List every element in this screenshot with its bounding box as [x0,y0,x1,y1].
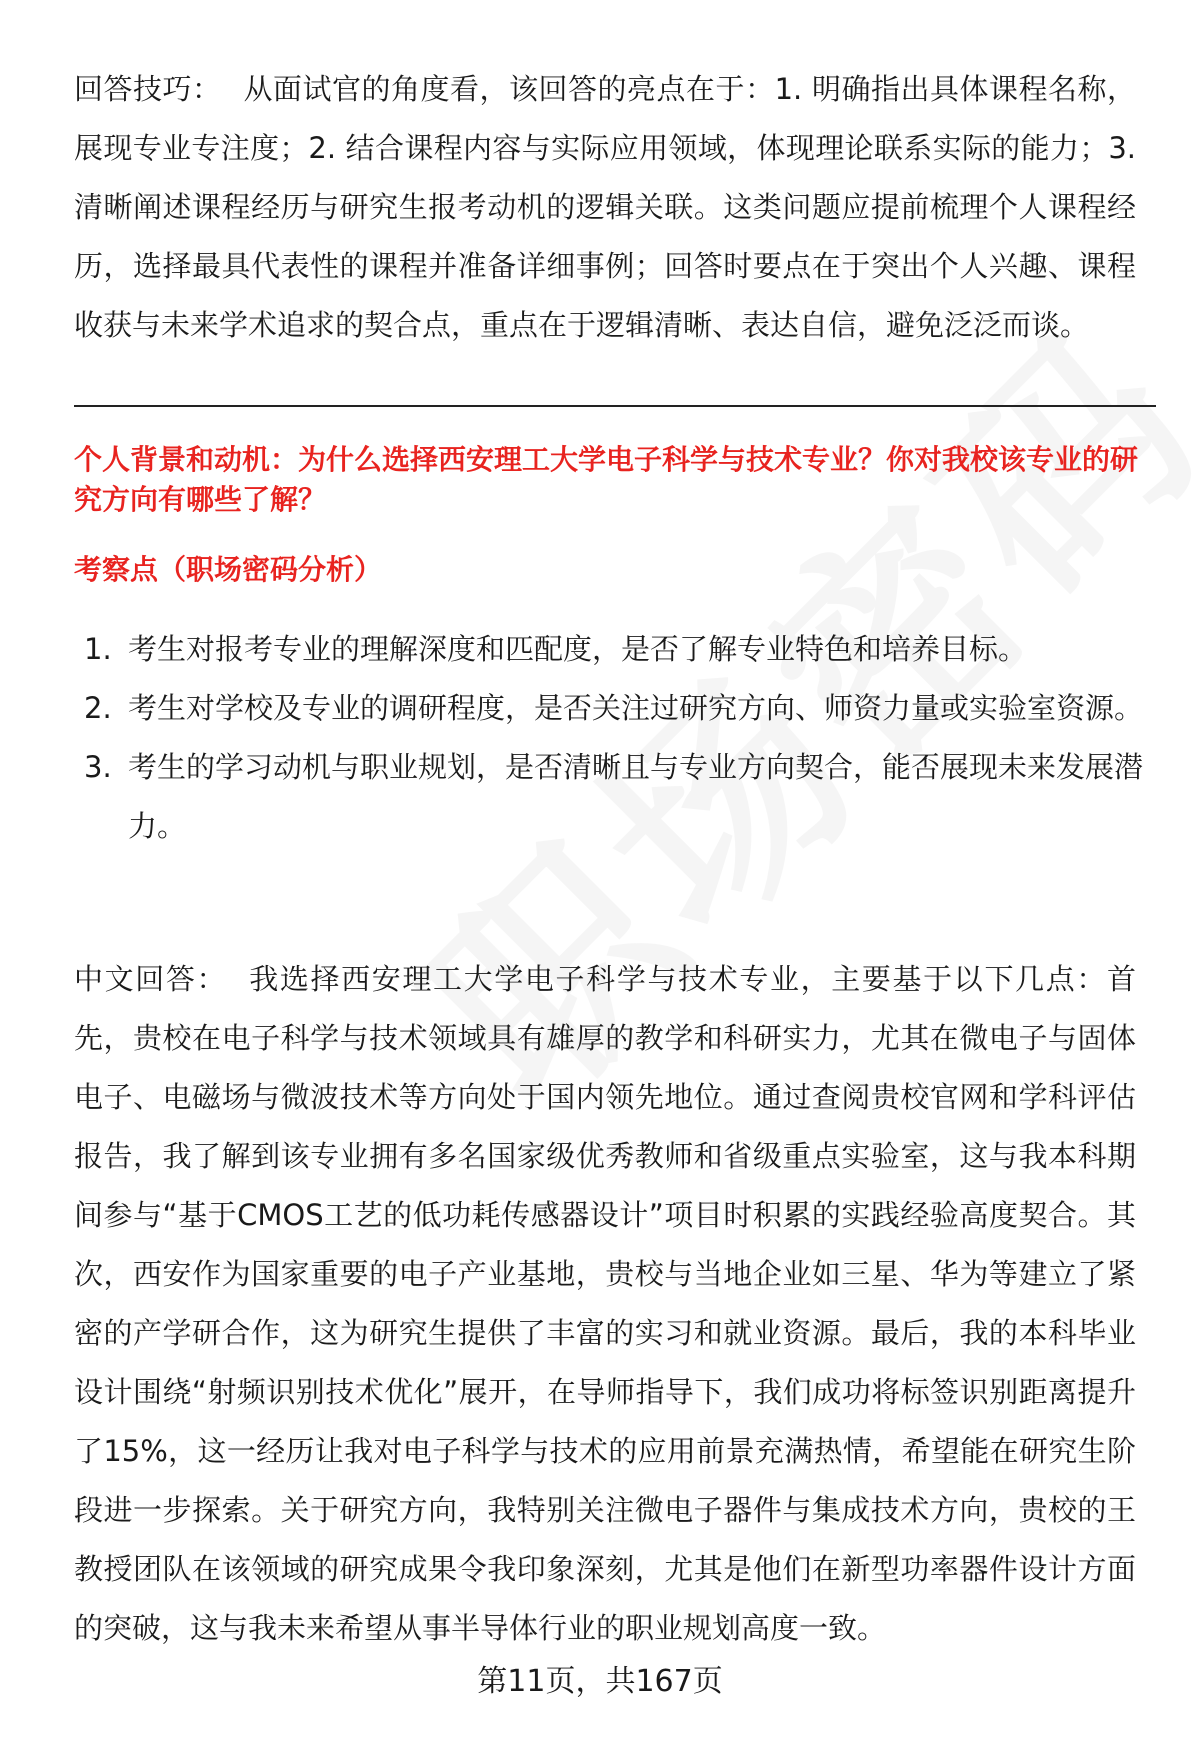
answer-label: 中文回答： [74,962,228,996]
tips-text: 从面试官的角度看，该回答的亮点在于：1. 明确指出具体课程名称，展现专业专注度；2. 结合课程内容与实际应用领域，体现理论联系实际的能力；3. 清晰阐述课程经历与研究生报考动机的逻辑关联。这类问题应提前梳理个人课程经历，选择最具代表性的课程并准备详细事例；回答时要点在于突出个人兴趣、课程收获与未来学术追求的契合点，重点在于逻辑清晰、表达自信，避免泛泛而谈。 [74,72,1136,342]
answer-text: 我选择西安理工大学电子科学与技术专业，主要基于以下几点：首先，贵校在电子科学与技术领域具有雄厚的教学和科研实力，尤其在微电子与固体电子、电磁场与微波技术等方向处于国内领先地位。通过查阅贵校官网和学科评估报告，我了解到该专业拥有多名国家级优秀教师和省级重点实验室，这与我本科期间参与“基于CMOS工艺的低功耗传感器设计”项目时积累的实践经验高度契合。其次，西安作为国家重要的电子产业基地，贵校与当地企业如三星、华为等建立了紧密的产学研合作，这为研究生提供了丰富的实习和就业资源。最后，我的本科毕业设计围绕“射频识别技术优化”展开，在导师指导下，我们成功将标签识别距离提升了15%，这一经历让我对电子科学与技术的应用前景充满热情，希望能在研究生阶段进一步探索。关于研究方向，我特别关注微电子器件与集成技术方向，贵校的王教授团队在该领域的研究成果令我印象深刻，尤其是他们在新型功率器件设计方面的突破，这与我未来希望从事半导体行业的职业规划高度一致。 [74,962,1136,1645]
question-heading: 个人背景和动机：为什么选择西安理工大学电子科学与技术专业？你对我校该专业的研究方向有哪些了解？ [74,443,1139,516]
list-item-number: 2. [84,691,112,725]
list-item-text: 考生对学校及专业的调研程度，是否关注过研究方向、师资力量或实验室资源。 [128,691,1144,725]
list-item-number: 1. [84,632,112,666]
list-item-number: 3. [84,750,112,784]
focus-heading: 考察点（职场密码分析） [74,553,383,586]
section-divider [74,405,1156,407]
answer-tips-paragraph [74,60,1136,355]
list-item-text: 考生对报考专业的理解深度和匹配度，是否了解专业特色和培养目标。 [128,632,1028,666]
list-item [74,738,1144,856]
page-number: 第11页，共167页 [477,1664,723,1699]
list-item [74,620,1144,679]
list-item [74,679,1144,738]
chinese-answer-paragraph [74,950,1136,1658]
tips-label: 回答技巧： [74,72,222,106]
focus-points-list [74,620,1144,856]
list-item-text: 考生的学习动机与职业规划，是否清晰且与专业方向契合，能否展现未来发展潜力。 [128,750,1144,843]
